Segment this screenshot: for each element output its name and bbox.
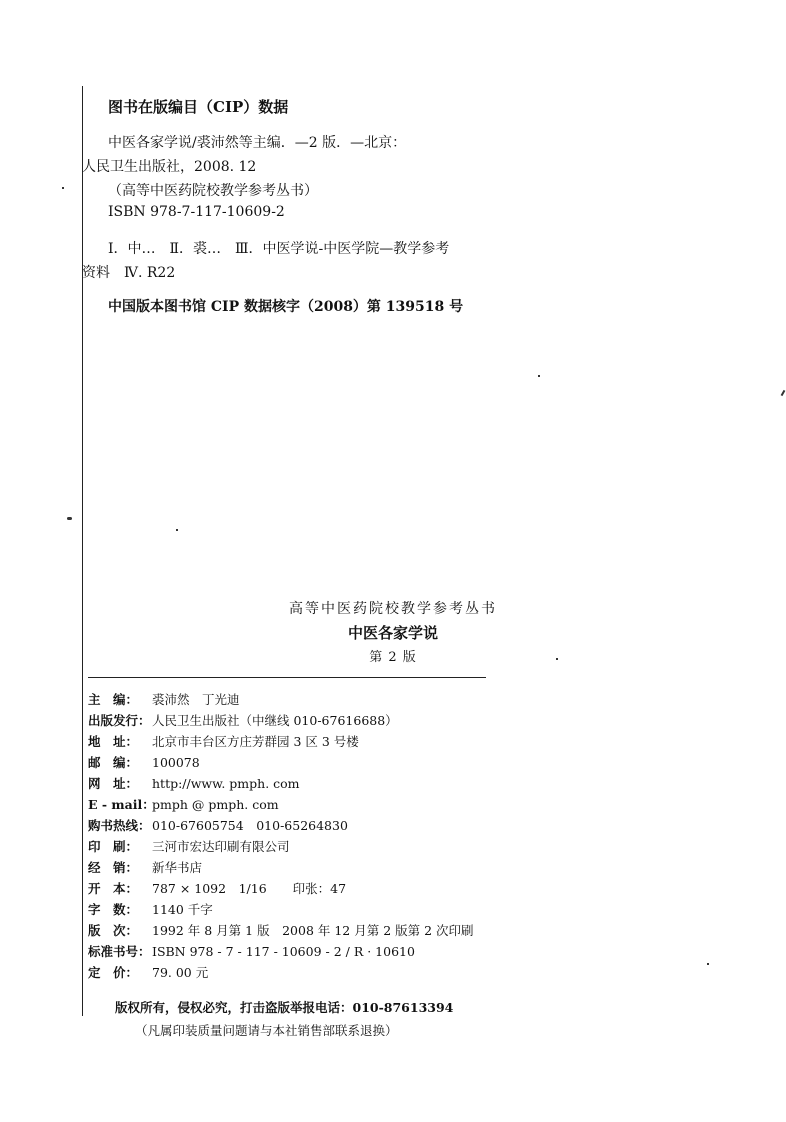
cip-line-title: 中医各家学说/裘沛然等主编．—2 版．—北京： [108, 135, 407, 151]
info-row-email [88, 795, 279, 813]
info-row-distributor [88, 858, 202, 876]
left-margin-line [82, 86, 83, 1016]
cip-line-isbn: ISBN 978-7-117-10609-2 [108, 204, 285, 220]
info-row-isbn [88, 942, 415, 960]
returns-notice: （凡属印装质量问题请与本社销售部联系退换） [135, 1023, 398, 1038]
info-label: 购书热线： [88, 818, 151, 833]
copyright-notice: 版权所有，侵权必究，打击盗版举报电话：010-87613394 [115, 1000, 454, 1015]
info-row-edition [88, 921, 474, 939]
scan-speck [538, 375, 540, 377]
info-row-printer [88, 837, 290, 855]
info-row-address [88, 732, 359, 750]
info-value: ISBN 978 - 7 - 117 - 10609 - 2 / R · 10610 [152, 944, 415, 959]
info-label: E - mail： [88, 797, 155, 812]
info-row-hotline [88, 816, 348, 834]
info-label: 版 次： [88, 923, 139, 938]
info-label: 标准书号： [88, 944, 151, 959]
info-value: 新华书店 [152, 860, 203, 875]
info-value: 1140 千字 [152, 902, 213, 917]
info-value: 人民卫生出版社（中继线 010-67616688） [152, 713, 398, 728]
book-title: 中医各家学说 [347, 624, 438, 642]
info-label: 主 编： [88, 692, 139, 707]
info-label: 出版发行： [88, 713, 151, 728]
info-label: 开 本： [88, 881, 139, 896]
info-row-format [88, 879, 346, 897]
info-value: 裘沛然 丁光迪 [152, 692, 240, 707]
cip-line-classification: Ⅰ．中… Ⅱ．裘… Ⅲ．中医学说-中医学院—教学参考 [108, 241, 450, 257]
book-edition: 第 2 版 [369, 650, 417, 665]
info-value: 787 × 1092 1/16 [152, 881, 267, 896]
info-value: 100078 [152, 755, 200, 770]
info-row-website [88, 774, 300, 792]
info-row-price [88, 963, 208, 981]
scan-speck [781, 390, 786, 396]
info-row-postcode [88, 753, 200, 771]
info-label: 字 数： [88, 902, 139, 917]
info-value: 三河市宏达印刷有限公司 [152, 839, 290, 854]
info-label: 地 址： [88, 734, 139, 749]
info-sheets: 印张：47 [292, 881, 347, 896]
info-value: 1992 年 8 月第 1 版 2008 年 12 月第 2 版第 2 次印刷 [152, 923, 474, 938]
info-label: 印 刷： [88, 839, 139, 854]
cip-line-number: 中国版本图书馆 CIP 数据核字（2008）第 139518 号 [108, 299, 464, 315]
series-name: 高等中医药院校教学参考丛书 [289, 601, 497, 617]
cip-line-publisher: 人民卫生出版社，2008. 12 [82, 159, 257, 175]
divider-rule [88, 677, 486, 678]
info-label: 经 销： [88, 860, 139, 875]
info-value: http://www. pmph. com [152, 776, 300, 791]
scan-speck [176, 529, 178, 531]
info-label: 定 价： [88, 965, 139, 980]
info-label: 邮 编： [88, 755, 139, 770]
scan-speck [67, 517, 72, 520]
cip-line-series: （高等中医药院校教学参考丛书） [108, 183, 318, 199]
cip-heading: 图书在版编目（CIP）数据 [108, 98, 289, 116]
info-value: pmph @ pmph. com [152, 797, 279, 812]
info-row-editor [88, 690, 240, 708]
info-value: 79. 00 元 [152, 965, 209, 980]
info-value: 北京市丰台区方庄芳群园 3 区 3 号楼 [152, 734, 359, 749]
cip-line-classification-cont: 资料 Ⅳ. R22 [82, 265, 176, 281]
info-row-wordcount [88, 900, 213, 918]
scan-speck [707, 963, 709, 965]
scan-speck [62, 187, 64, 189]
info-value: 010-67605754 010-65264830 [152, 818, 348, 833]
info-row-publisher [88, 711, 398, 729]
info-label: 网 址： [88, 776, 139, 791]
